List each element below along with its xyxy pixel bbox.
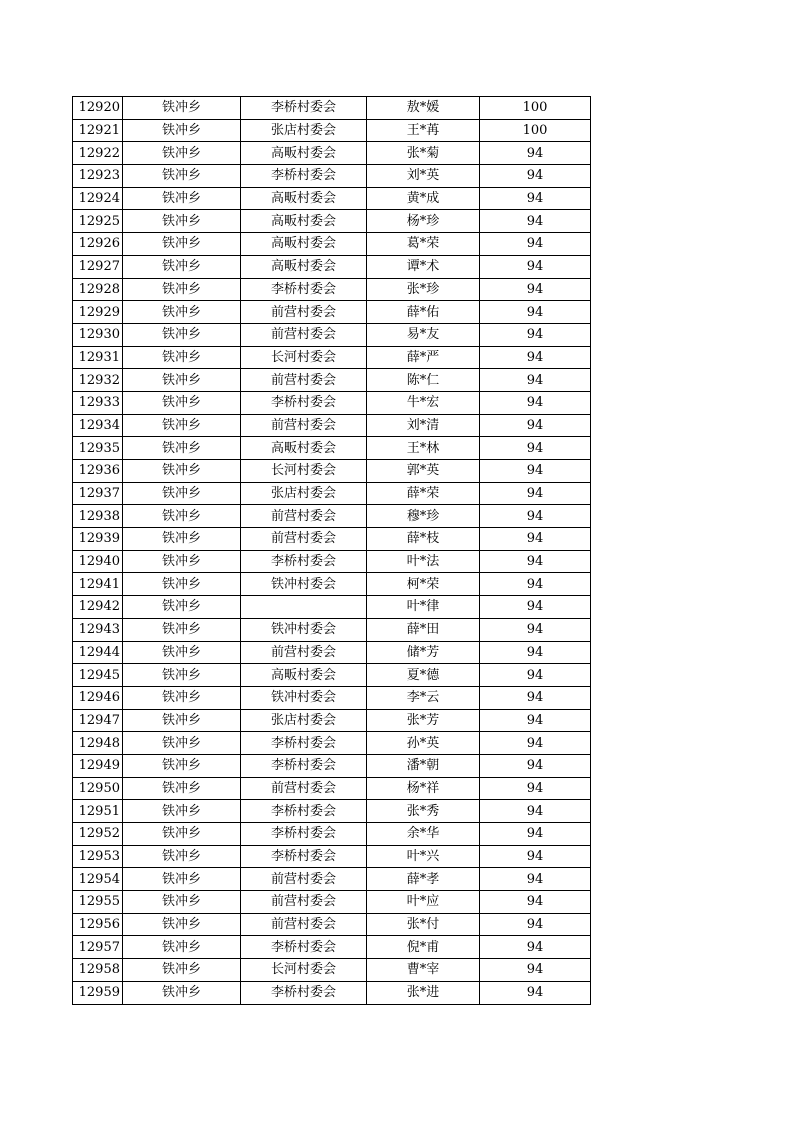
cell-id: 12936 — [73, 460, 123, 483]
cell-id: 12943 — [73, 618, 123, 641]
cell-id: 12926 — [73, 233, 123, 256]
cell-name: 刘*清 — [367, 414, 480, 437]
table-row — [73, 119, 591, 142]
cell-id: 12953 — [73, 845, 123, 868]
cell-town: 铁冲乡 — [123, 800, 241, 823]
cell-village: 长河村委会 — [241, 346, 367, 369]
table-row — [73, 414, 591, 437]
cell-id: 12958 — [73, 959, 123, 982]
cell-town: 铁冲乡 — [123, 142, 241, 165]
cell-id: 12937 — [73, 482, 123, 505]
cell-town: 铁冲乡 — [123, 278, 241, 301]
cell-village: 高畈村委会 — [241, 437, 367, 460]
cell-name: 叶*应 — [367, 891, 480, 914]
cell-village: 前营村委会 — [241, 891, 367, 914]
table-row — [73, 323, 591, 346]
cell-id: 12921 — [73, 119, 123, 142]
table-row — [73, 777, 591, 800]
cell-name: 葛*荣 — [367, 233, 480, 256]
table-row — [73, 754, 591, 777]
cell-score: 94 — [480, 301, 591, 324]
cell-town: 铁冲乡 — [123, 777, 241, 800]
cell-town: 铁冲乡 — [123, 664, 241, 687]
cell-town: 铁冲乡 — [123, 187, 241, 210]
cell-name: 孙*英 — [367, 732, 480, 755]
cell-score: 94 — [480, 754, 591, 777]
cell-name: 叶*法 — [367, 550, 480, 573]
cell-village: 李桥村委会 — [241, 165, 367, 188]
cell-id: 12923 — [73, 165, 123, 188]
cell-score: 94 — [480, 323, 591, 346]
cell-town: 铁冲乡 — [123, 754, 241, 777]
cell-village: 前营村委会 — [241, 323, 367, 346]
cell-score: 94 — [480, 709, 591, 732]
cell-town: 铁冲乡 — [123, 936, 241, 959]
cell-village: 前营村委会 — [241, 528, 367, 551]
cell-village: 李桥村委会 — [241, 732, 367, 755]
table-row — [73, 187, 591, 210]
cell-id: 12939 — [73, 528, 123, 551]
cell-name: 薛*佑 — [367, 301, 480, 324]
cell-id: 12920 — [73, 97, 123, 120]
cell-town: 铁冲乡 — [123, 596, 241, 619]
cell-name: 余*华 — [367, 823, 480, 846]
table-row — [73, 369, 591, 392]
cell-name: 张*付 — [367, 913, 480, 936]
cell-id: 12925 — [73, 210, 123, 233]
cell-name: 倪*甫 — [367, 936, 480, 959]
cell-score: 94 — [480, 278, 591, 301]
cell-id: 12948 — [73, 732, 123, 755]
table-row — [73, 233, 591, 256]
cell-village: 高畈村委会 — [241, 187, 367, 210]
table-row — [73, 301, 591, 324]
cell-id: 12931 — [73, 346, 123, 369]
table-row — [73, 845, 591, 868]
cell-village: 张店村委会 — [241, 709, 367, 732]
table-row — [73, 165, 591, 188]
cell-village — [241, 596, 367, 619]
cell-name: 黄*成 — [367, 187, 480, 210]
cell-name: 张*芳 — [367, 709, 480, 732]
table-row — [73, 278, 591, 301]
cell-score: 94 — [480, 233, 591, 256]
table-row — [73, 210, 591, 233]
cell-town: 铁冲乡 — [123, 913, 241, 936]
cell-village: 前营村委会 — [241, 505, 367, 528]
cell-name: 夏*德 — [367, 664, 480, 687]
cell-village: 李桥村委会 — [241, 823, 367, 846]
cell-village: 张店村委会 — [241, 119, 367, 142]
cell-town: 铁冲乡 — [123, 210, 241, 233]
cell-score: 94 — [480, 641, 591, 664]
cell-village: 李桥村委会 — [241, 936, 367, 959]
cell-town: 铁冲乡 — [123, 550, 241, 573]
cell-town: 铁冲乡 — [123, 573, 241, 596]
cell-name: 薛*严 — [367, 346, 480, 369]
cell-score: 94 — [480, 528, 591, 551]
cell-village: 前营村委会 — [241, 369, 367, 392]
cell-village: 前营村委会 — [241, 777, 367, 800]
cell-town: 铁冲乡 — [123, 891, 241, 914]
cell-town: 铁冲乡 — [123, 369, 241, 392]
cell-town: 铁冲乡 — [123, 391, 241, 414]
cell-town: 铁冲乡 — [123, 732, 241, 755]
cell-score: 94 — [480, 187, 591, 210]
cell-name: 薛*孝 — [367, 868, 480, 891]
table-row — [73, 981, 591, 1004]
table-row — [73, 664, 591, 687]
cell-id: 12941 — [73, 573, 123, 596]
table-row — [73, 97, 591, 120]
cell-score: 94 — [480, 686, 591, 709]
cell-village: 前营村委会 — [241, 414, 367, 437]
cell-score: 94 — [480, 891, 591, 914]
cell-score: 100 — [480, 97, 591, 120]
cell-village: 铁冲村委会 — [241, 686, 367, 709]
table-row — [73, 709, 591, 732]
cell-id: 12947 — [73, 709, 123, 732]
cell-village: 高畈村委会 — [241, 142, 367, 165]
cell-id: 12928 — [73, 278, 123, 301]
table-body — [73, 97, 591, 1005]
cell-id: 12945 — [73, 664, 123, 687]
cell-name: 穆*珍 — [367, 505, 480, 528]
cell-name: 薛*荣 — [367, 482, 480, 505]
cell-town: 铁冲乡 — [123, 686, 241, 709]
cell-score: 94 — [480, 618, 591, 641]
cell-town: 铁冲乡 — [123, 414, 241, 437]
cell-village: 高畈村委会 — [241, 664, 367, 687]
cell-name: 刘*英 — [367, 165, 480, 188]
cell-id: 12942 — [73, 596, 123, 619]
table-row — [73, 618, 591, 641]
table-row — [73, 596, 591, 619]
cell-town: 铁冲乡 — [123, 868, 241, 891]
cell-score: 94 — [480, 959, 591, 982]
cell-town: 铁冲乡 — [123, 505, 241, 528]
cell-score: 94 — [480, 165, 591, 188]
cell-score: 94 — [480, 664, 591, 687]
cell-town: 铁冲乡 — [123, 618, 241, 641]
cell-name: 敖*媛 — [367, 97, 480, 120]
cell-score: 94 — [480, 913, 591, 936]
cell-score: 94 — [480, 981, 591, 1004]
cell-id: 12959 — [73, 981, 123, 1004]
cell-score: 94 — [480, 596, 591, 619]
cell-id: 12933 — [73, 391, 123, 414]
cell-name: 郭*英 — [367, 460, 480, 483]
cell-town: 铁冲乡 — [123, 641, 241, 664]
table-row — [73, 868, 591, 891]
cell-village: 铁冲村委会 — [241, 573, 367, 596]
cell-id: 12955 — [73, 891, 123, 914]
cell-id: 12956 — [73, 913, 123, 936]
cell-id: 12930 — [73, 323, 123, 346]
cell-village: 高畈村委会 — [241, 233, 367, 256]
cell-town: 铁冲乡 — [123, 233, 241, 256]
cell-town: 铁冲乡 — [123, 165, 241, 188]
cell-score: 94 — [480, 460, 591, 483]
cell-id: 12935 — [73, 437, 123, 460]
cell-town: 铁冲乡 — [123, 981, 241, 1004]
cell-id: 12946 — [73, 686, 123, 709]
cell-village: 李桥村委会 — [241, 800, 367, 823]
cell-village: 李桥村委会 — [241, 550, 367, 573]
cell-score: 94 — [480, 482, 591, 505]
cell-town: 铁冲乡 — [123, 823, 241, 846]
cell-name: 张*菊 — [367, 142, 480, 165]
cell-score: 94 — [480, 255, 591, 278]
cell-score: 94 — [480, 414, 591, 437]
table-row — [73, 686, 591, 709]
table-row — [73, 142, 591, 165]
cell-name: 谭*术 — [367, 255, 480, 278]
cell-town: 铁冲乡 — [123, 346, 241, 369]
cell-id: 12929 — [73, 301, 123, 324]
table-row — [73, 528, 591, 551]
cell-score: 94 — [480, 777, 591, 800]
cell-village: 长河村委会 — [241, 460, 367, 483]
cell-score: 94 — [480, 437, 591, 460]
cell-name: 王*苒 — [367, 119, 480, 142]
cell-id: 12940 — [73, 550, 123, 573]
cell-score: 94 — [480, 210, 591, 233]
cell-town: 铁冲乡 — [123, 709, 241, 732]
cell-name: 薛*田 — [367, 618, 480, 641]
cell-name: 叶*兴 — [367, 845, 480, 868]
cell-score: 94 — [480, 346, 591, 369]
table-row — [73, 913, 591, 936]
cell-id: 12949 — [73, 754, 123, 777]
table-row — [73, 823, 591, 846]
cell-name: 叶*律 — [367, 596, 480, 619]
cell-name: 柯*荣 — [367, 573, 480, 596]
cell-name: 张*珍 — [367, 278, 480, 301]
cell-town: 铁冲乡 — [123, 301, 241, 324]
cell-score: 94 — [480, 391, 591, 414]
table-row — [73, 346, 591, 369]
table-row — [73, 936, 591, 959]
cell-town: 铁冲乡 — [123, 119, 241, 142]
cell-town: 铁冲乡 — [123, 323, 241, 346]
cell-name: 杨*珍 — [367, 210, 480, 233]
data-table — [72, 96, 591, 1005]
table-row — [73, 891, 591, 914]
cell-village: 李桥村委会 — [241, 754, 367, 777]
cell-score: 94 — [480, 369, 591, 392]
cell-score: 94 — [480, 573, 591, 596]
cell-town: 铁冲乡 — [123, 97, 241, 120]
cell-village: 高畈村委会 — [241, 255, 367, 278]
cell-village: 李桥村委会 — [241, 981, 367, 1004]
cell-village: 前营村委会 — [241, 301, 367, 324]
cell-village: 张店村委会 — [241, 482, 367, 505]
cell-score: 94 — [480, 823, 591, 846]
cell-score: 94 — [480, 845, 591, 868]
table-row — [73, 959, 591, 982]
cell-name: 潘*朝 — [367, 754, 480, 777]
cell-town: 铁冲乡 — [123, 255, 241, 278]
cell-town: 铁冲乡 — [123, 482, 241, 505]
table-row — [73, 482, 591, 505]
cell-name: 杨*祥 — [367, 777, 480, 800]
table-row — [73, 437, 591, 460]
cell-name: 王*林 — [367, 437, 480, 460]
cell-id: 12922 — [73, 142, 123, 165]
cell-name: 陈*仁 — [367, 369, 480, 392]
cell-score: 94 — [480, 732, 591, 755]
cell-village: 李桥村委会 — [241, 391, 367, 414]
cell-id: 12924 — [73, 187, 123, 210]
cell-village: 铁冲村委会 — [241, 618, 367, 641]
cell-town: 铁冲乡 — [123, 528, 241, 551]
cell-score: 94 — [480, 936, 591, 959]
cell-name: 张*秀 — [367, 800, 480, 823]
cell-id: 12944 — [73, 641, 123, 664]
table-row — [73, 573, 591, 596]
cell-id: 12927 — [73, 255, 123, 278]
cell-id: 12938 — [73, 505, 123, 528]
cell-id: 12932 — [73, 369, 123, 392]
cell-score: 94 — [480, 800, 591, 823]
cell-score: 94 — [480, 550, 591, 573]
cell-village: 李桥村委会 — [241, 97, 367, 120]
table-row — [73, 732, 591, 755]
cell-name: 储*芳 — [367, 641, 480, 664]
cell-name: 易*友 — [367, 323, 480, 346]
table-row — [73, 641, 591, 664]
cell-village: 长河村委会 — [241, 959, 367, 982]
cell-village: 李桥村委会 — [241, 845, 367, 868]
cell-village: 前营村委会 — [241, 868, 367, 891]
cell-village: 前营村委会 — [241, 641, 367, 664]
cell-name: 牛*宏 — [367, 391, 480, 414]
table-row — [73, 460, 591, 483]
cell-id: 12950 — [73, 777, 123, 800]
table-row — [73, 550, 591, 573]
cell-name: 李*云 — [367, 686, 480, 709]
cell-town: 铁冲乡 — [123, 845, 241, 868]
cell-id: 12954 — [73, 868, 123, 891]
cell-score: 94 — [480, 505, 591, 528]
cell-id: 12952 — [73, 823, 123, 846]
cell-town: 铁冲乡 — [123, 460, 241, 483]
cell-id: 12934 — [73, 414, 123, 437]
cell-score: 94 — [480, 142, 591, 165]
cell-town: 铁冲乡 — [123, 959, 241, 982]
cell-village: 李桥村委会 — [241, 278, 367, 301]
cell-id: 12951 — [73, 800, 123, 823]
table-row — [73, 391, 591, 414]
table-row — [73, 505, 591, 528]
table-row — [73, 255, 591, 278]
cell-score: 100 — [480, 119, 591, 142]
cell-village: 高畈村委会 — [241, 210, 367, 233]
table-row — [73, 800, 591, 823]
cell-name: 薛*枝 — [367, 528, 480, 551]
cell-id: 12957 — [73, 936, 123, 959]
cell-name: 曹*宰 — [367, 959, 480, 982]
cell-town: 铁冲乡 — [123, 437, 241, 460]
cell-name: 张*进 — [367, 981, 480, 1004]
cell-score: 94 — [480, 868, 591, 891]
cell-village: 前营村委会 — [241, 913, 367, 936]
